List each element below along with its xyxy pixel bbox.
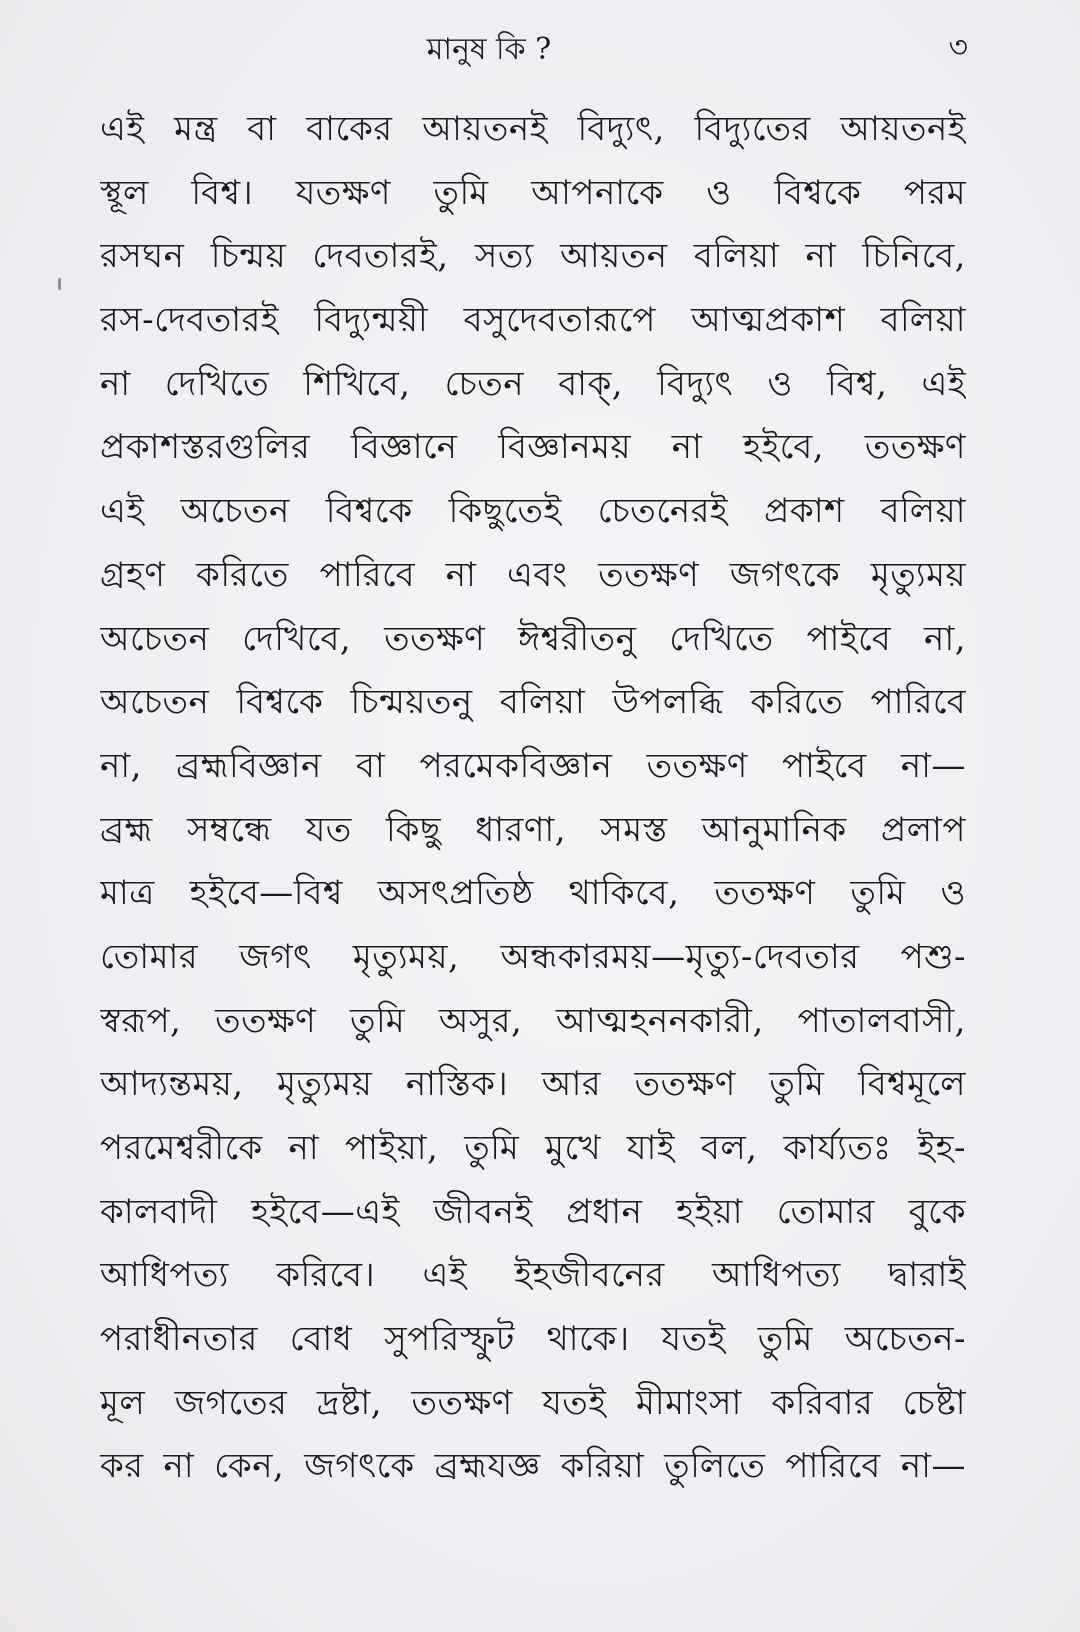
text-line: রসঘন চিন্ময় দেবতারই, সত্য আয়তন বলিয়া না চিনিবে, bbox=[100, 236, 966, 277]
text-line: ব্রহ্ম সম্বন্ধে যত কিছু ধারণা, সমস্ত আনুমানিক প্রলাপ bbox=[100, 809, 966, 850]
ink-speck bbox=[58, 278, 61, 290]
text-line: কর না কেন, জগৎকে ব্রহ্মযজ্ঞ করিয়া তুলিতে পারিবে না— bbox=[100, 1446, 966, 1487]
text-line: পরমেশ্বরীকে না পাইয়া, তুমি মুখে যাই বল, কার্য্যতঃ ইহ- bbox=[100, 1128, 966, 1168]
body-text bbox=[100, 98, 966, 1499]
running-title: মানুষ কি ? bbox=[426, 32, 552, 67]
text-line: এই অচেতন বিশ্বকে কিছুতেই চেতনেরই প্রকাশ বলিয়া bbox=[100, 491, 966, 532]
text-line: অচেতন দেখিবে, ততক্ষণ ঈশ্বরীতনু দেখিতে পাইবে না, bbox=[100, 618, 966, 659]
text-line: কালবাদী হইবে—এই জীবনই প্রধান হইয়া তোমার বুকে bbox=[100, 1191, 966, 1232]
text-line: গ্রহণ করিতে পারিবে না এবং ততক্ষণ জগৎকে মৃত্যুময় bbox=[100, 554, 966, 595]
text-line: পরাধীনতার বোধ সুপরিস্ফুট থাকে। যতই তুমি অচেতন- bbox=[100, 1319, 966, 1360]
text-line: না, ব্রহ্মবিজ্ঞান বা পরমেকবিজ্ঞান ততক্ষণ পাইবে না— bbox=[100, 745, 966, 786]
text-line: আধিপত্য করিবে। এই ইহজীবনের আধিপত্য দ্বারাই bbox=[100, 1255, 966, 1296]
text-line: তোমার জগৎ মৃত্যুময়, অন্ধকারময়—মৃত্যু-দেবতার পশু- bbox=[100, 936, 966, 977]
text-line: স্থূল বিশ্ব। যতক্ষণ তুমি আপনাকে ও বিশ্বকে পরম bbox=[100, 172, 966, 213]
text-line: এই মন্ত্র বা বাকের আয়তনই বিদ্যুৎ, বিদ্যুতের আয়তনই bbox=[100, 109, 966, 149]
text-line: স্বরূপ, ততক্ষণ তুমি অসুর, আত্মহননকারী, পাতালবাসী, bbox=[100, 1000, 966, 1041]
text-line: অচেতন বিশ্বকে চিন্ময়তনু বলিয়া উপলব্ধি করিতে পারিবে bbox=[100, 682, 966, 723]
text-line: প্রকাশস্তরগুলির বিজ্ঞানে বিজ্ঞানময় না হইবে, ততক্ষণ bbox=[100, 427, 966, 468]
text-line: না দেখিতে শিখিবে, চেতন বাক্, বিদ্যুৎ ও বিশ্ব, এই bbox=[100, 363, 966, 404]
text-line: মূল জগতের দ্রষ্টা, ততক্ষণ যতই মীমাংসা করিবার চেষ্টা bbox=[100, 1382, 966, 1423]
running-head bbox=[100, 22, 968, 78]
text-line: আদ্যন্তময়, মৃত্যুময় নাস্তিক। আর ততক্ষণ তুমি বিশ্বমূলে bbox=[100, 1064, 966, 1105]
text-line: রস-দেবতারই বিদ্যুন্ময়ী বসুদেবতারূপে আত্মপ্রকাশ বলিয়া bbox=[100, 300, 966, 341]
text-line: মাত্র হইবে—বিশ্ব অসৎপ্রতিষ্ঠ থাকিবে, ততক্ষণ তুমি ও bbox=[100, 873, 966, 914]
page-number: ৩ bbox=[948, 30, 968, 65]
